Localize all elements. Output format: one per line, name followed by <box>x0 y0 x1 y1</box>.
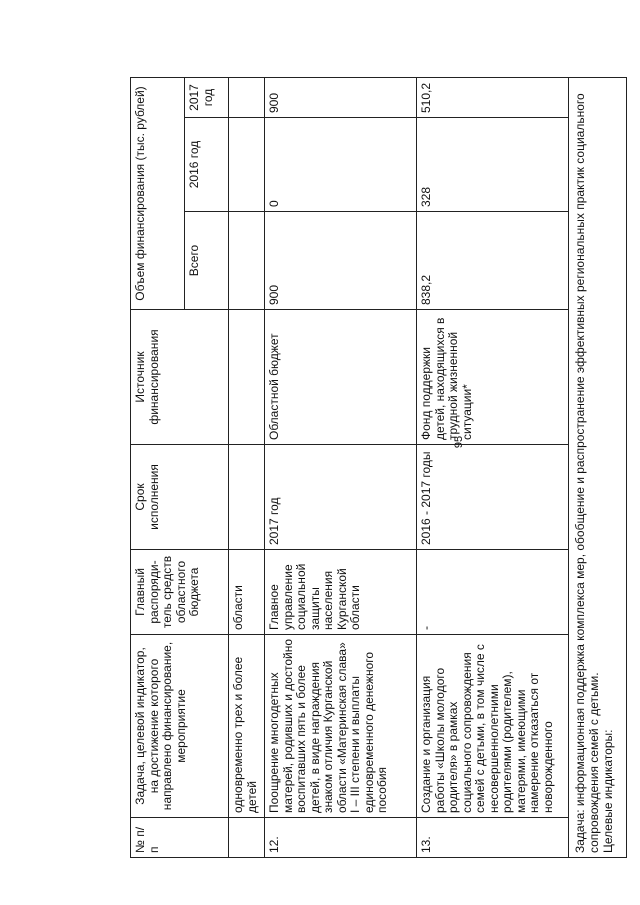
cell-source: Областной бюджет <box>265 310 417 445</box>
cell-manager: - <box>417 550 569 635</box>
cell-period <box>229 445 265 550</box>
cell-source <box>229 310 265 445</box>
header-manager: Главный распоряди-тель средств областного бюджета <box>131 550 229 635</box>
page-number: 95 <box>453 435 465 449</box>
cell-num: 13. <box>417 818 569 858</box>
table-row <box>265 77 417 857</box>
cell-num: 12. <box>265 818 417 858</box>
header-period: Срок исполнения <box>131 445 229 550</box>
cell-2017: 510,2 <box>417 77 569 117</box>
financing-table <box>130 77 627 858</box>
task-section <box>569 77 627 857</box>
indicators-label: Целевые индикаторы: <box>601 729 615 853</box>
cell-task: одновременно трех и более детей <box>229 635 265 818</box>
rotated-table-container <box>130 78 630 858</box>
cell-2017 <box>229 77 265 117</box>
cell-period: 2017 год <box>265 445 417 550</box>
cell-total: 838,2 <box>417 212 569 310</box>
header-2016: 2016 год <box>185 118 229 212</box>
header-volume: Объем финансирования (тыс. рублей) <box>131 77 185 309</box>
cell-period: 2016 - 2017 годы <box>417 445 569 550</box>
header-num: № п/п <box>131 818 229 858</box>
header-total: Всего <box>185 212 229 310</box>
cell-2016: 0 <box>265 118 417 212</box>
header-task: Задача, целевой индикатор, на достижение которого направлено финансирование, мероприятие <box>131 635 229 818</box>
cell-num <box>229 818 265 858</box>
task-section-row <box>569 77 627 857</box>
header-source: Источник финансирования <box>131 310 229 445</box>
cell-manager: Главное управление социальной защиты населения Курганской области <box>265 550 417 635</box>
cell-task: Создание и организация работы «Школы молодого родителя» в рамках социального сопровождения семей с детьми, в том числе с несовершеннолетними родителями (родителем), матерями, имеющими намерение отказаться от новорожденного <box>417 635 569 818</box>
cell-total <box>229 212 265 310</box>
header-2017: 2017 год <box>185 77 229 117</box>
cell-2016: 328 <box>417 118 569 212</box>
header-row <box>131 77 185 857</box>
cell-2016 <box>229 118 265 212</box>
cell-task: Поощрение многодетных матерей, родивших и достойно воспитавших пять и более детей, в виде награждения знаком отличия Курганской области «Материнская слава» I – III степени и выплаты единовременного денежного пособия <box>265 635 417 818</box>
cell-source: Фонд поддержки детей, находящихся в трудной жизненной ситуации* <box>417 310 569 445</box>
table-row <box>229 77 265 857</box>
table-row <box>417 77 569 857</box>
cell-manager: области <box>229 550 265 635</box>
cell-total: 900 <box>265 212 417 310</box>
task-text: Задача: информационная поддержка комплекса мер, обобщение и распространение эффективных региональных практик социального сопровождения семей с детьми. <box>573 93 601 853</box>
cell-2017: 900 <box>265 77 417 117</box>
